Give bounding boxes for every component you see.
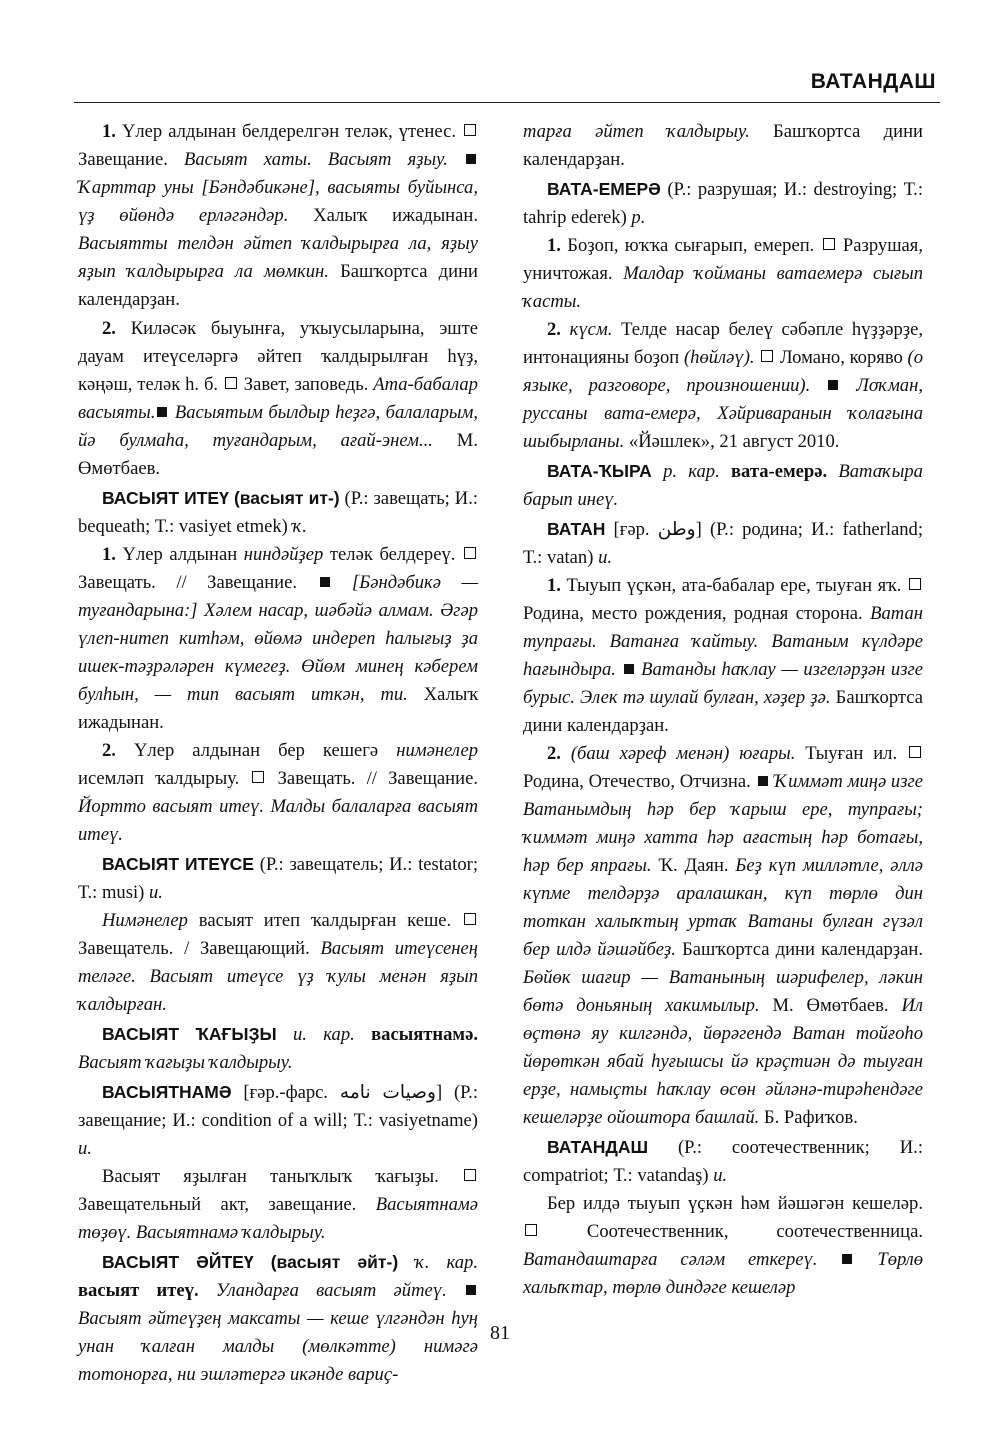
citation-marker-icon — [466, 1285, 476, 1295]
russian-equivalent-icon — [464, 1169, 476, 1181]
running-head: ВАТАНДАШ — [810, 70, 936, 93]
cross-reference: васыят итеү. — [78, 1280, 199, 1301]
russian-equivalent-icon — [525, 1224, 537, 1236]
citation-marker-icon — [466, 154, 476, 164]
russian-equivalent-icon — [823, 238, 835, 250]
entry-headword: ВАТА-ЕМЕРӘ — [547, 179, 661, 199]
dictionary-entry: ВАСЫЯТ ИТЕҮ (васыят ит-) (Р.: завещать; И.: bequeath; Т.: vasiyet etmek) ҡ. — [78, 488, 479, 537]
russian-equivalent-icon — [761, 350, 773, 362]
arabic-etymon: وطن — [657, 519, 696, 540]
cross-reference: вата-емерә. — [719, 461, 828, 482]
sense-paragraph: Бер илдә тыуып үҫкән һәм йәшәгән кешеләр. Соотечественник, соотечественница. Ватандаштарға сәләм еткереү. Төрлө халыҡтар, төрлө диндәге кешеләр — [523, 1193, 923, 1298]
sense-number: 1. — [102, 544, 116, 565]
dictionary-entry: ВАСЫЯТ ИТЕҮСЕ (Р.: завещатель; И.: testator; Т.: musi) и. — [78, 854, 478, 903]
sense-paragraph: 2. Үлер алдынан бер кешегә нимәнелер исемләп ҡалдырыу. Завещать. // Завещание. Йортто васыят итеү. Малды балаларға васыят итеү. — [78, 740, 478, 845]
russian-equivalent-icon — [464, 124, 476, 136]
citation-marker-icon — [758, 776, 768, 786]
page-number: 81 — [490, 1322, 510, 1344]
dictionary-entry: ВАТА-ҠЫРА р. кар. вата-емерә. Ватаҡыра барып инеү. — [523, 461, 923, 510]
sense-paragraph: 1. Үлер алдынан белдерелгән теләк, үтенес. Завещание. Васыят хаты. Васыят яҙыу. Ҡарттар уны [Бәндәбикәне], васыяты буйынса, үҙ өйөндә ерләгәндәр. Халыҡ ижадынан. Васыятты телдән әйтеп ҡалдырырға ла, яҙыу яҙып ҡалдырырға ла мөмкин. Башҡортса дини календарҙан. — [78, 121, 478, 310]
citation-marker-icon — [828, 380, 838, 390]
entry-headword: ВАСЫЯТНАМӘ — [102, 1082, 232, 1102]
sense-number: 1. — [547, 235, 561, 256]
citation-marker-icon — [624, 664, 634, 674]
citation-marker-icon — [157, 407, 167, 417]
citation-marker-icon — [320, 577, 330, 587]
russian-equivalent-icon — [464, 913, 476, 925]
sense-number: 2. — [102, 740, 116, 761]
sense-paragraph: Нимәнелер васыят итеп ҡалдырған кеше. Завещатель. / Завещающий. Васыят итеүсенең теләге. Васыят итеүсе үҙ ҡулы менән яҙып ҡалдырған. — [78, 910, 478, 1015]
sense-number: 2. — [102, 318, 116, 339]
sense-number: 2. — [547, 319, 561, 340]
sense-number: 2. — [547, 743, 561, 764]
dictionary-entry: ВАСЫЯТНАМӘ [ғәр.-фарс. وصیات نامه] (Р.: завещание; И.: condition of a will; Т.: vasiyetname) и. — [78, 1082, 478, 1159]
entry-headword: ВАСЫЯТ ИТЕҮСЕ — [102, 854, 254, 874]
right-column — [523, 118, 923, 1302]
russian-equivalent-icon — [909, 578, 921, 590]
russian-equivalent-icon — [225, 377, 237, 389]
sense-number: 1. — [547, 575, 561, 596]
sense-paragraph: 2. күсм. Телде насар белеү сәбәпле һүҙҙәрҙе, интонацияны боҙоп (һөйләү). Ломано, коряво (о языке, разговоре, произношении). Лоҡман, руссаны вата-емерә, Хәйриваранын ҡолағына шыбырланы. «Йәшлек», 21 август 2010. — [523, 319, 923, 452]
dictionary-entry: ВАТАН [ғәр. وطن] (Р.: родина; И.: fatherland; Т.: vatan) и. — [523, 519, 923, 568]
sense-paragraph: Васыят яҙылған таныҡлыҡ ҡағыҙы. Завещательный акт, завещание. Васыятнамә төҙөү. Васыятнамә ҡалдырыу. — [78, 1166, 478, 1243]
dictionary-entry: ВАСЫЯТ ҠАҒЫҘЫ и. кар. васыятнамә. Васыят ҡағыҙы ҡалдырыу. — [78, 1024, 478, 1073]
sense-number: 1. — [102, 121, 116, 142]
arabic-etymon: وصیات نامه — [339, 1082, 436, 1103]
dictionary-entry: ВАСЫЯТ ӘЙТЕҮ (васыят әйт-) ҡ. кар. васыят итеү. Уландарға васыят әйтеү. Васыят әйтеүҙең максаты — кеше үлгәндән һуң унан ҡалған малды (мөлкәтте) нимәгә тотонорға, ни эшләтергә икәнде вариҫ- — [78, 1252, 478, 1385]
sense-paragraph: 1. Боҙоп, юҡҡа сығарып, емереп. Разрушая, уничтожая. Малдар ҡойманы ватаемерә сығып ҡасты. — [523, 235, 923, 312]
citation-marker-icon — [842, 1254, 852, 1264]
sense-paragraph: 2. (баш хәреф менән) юғары. Тыуған ил. Родина, Отечество, Отчизна. Ҡиммәт миңә изге Ватанымдың һәр бер ҡарыш ере, тупрағы; ҡиммәт миңә хатта һәр ағастың һәр ботағы, һәр бер япрағы. Ҡ. Даян. Беҙ күп милләтле, әллә күпме телдәрҙә аралашкан, күп төрлө дин тоткан халыҡтың уртаҡ Ватаны булған гүзәл бер илдә йәшәйбеҙ. Башҡортса дини календарҙан. Бөйөк шағир — Ватанының шәрифелер, ләкин бөтә доньяның хакимылыр. М. Өмөтбаев. Ил өҫтөнә яу килгәндә, йөрәгендә Ватан тойғоһо йөрөткән ябай һуғышсы йә крәҫтиән дә тыуған ерҙе, намыҫты һаҡлау өсөн әйләнә-тирәһендәге кешеләрҙе ойоштора башлай. Б. Рафиҡов. — [523, 743, 924, 1128]
sense-paragraph: 1. Тыуып үҫкән, ата-бабалар ере, тыуған яҡ. Родина, место рождения, родная сторона. Ватан тупрағы. Ватанға ҡайтыу. Ватаным күлдәре һағындыра. Ватанды һаҡлау — изгеләрҙән изге бурыс. Элек тә шулай булған, хәҙер ҙә. Башҡортса дини календарҙан. — [523, 575, 923, 736]
entry-headword: ВАСЫЯТ ӘЙТЕҮ (васыят әйт-) — [102, 1252, 399, 1272]
russian-equivalent-icon — [464, 547, 476, 559]
left-column — [78, 118, 478, 1389]
entry-headword: ВАТАНДАШ — [547, 1137, 649, 1157]
russian-equivalent-icon — [909, 746, 921, 758]
sense-paragraph: 1. Үлер алдынан ниндәйҙер теләк белдереү. Завещать. // Завещание. [Бәндәбикә — туғандарына:] Хәлем насар, шәбәйә алмам. Әгәр үлеп-нитеп китһәм, өйөмә индереп һалығыҙ ҙа ишек-тәҙрәләрен күмегеҙ. Өйөм минең кәберем булһын, — тип васыят иткән, ти. Халыҡ ижадынан. — [78, 544, 478, 733]
sense-paragraph: 2. Киләсәк быуынға, уҡыусыларына, эште дауам итеүселәргә әйтеп ҡалдырылған һүҙ, кәңәш, теләк һ. б. Завет, заповедь. Ата-бабалар васыяты. Васыятым былдыр һеҙгә, балаларым, йә булмаһа, туғандарым, ағай-энем... М. Өмөтбаев. — [78, 318, 478, 479]
dictionary-entry: ВАТАНДАШ (Р.: соотечественник; И.: compatriot; Т.: vatandaş) и. — [523, 1137, 923, 1186]
continued-text: тарға әйтеп ҡалдырыу. Башҡортса дини календарҙан. — [523, 121, 923, 170]
cross-reference: васыятнамә. — [354, 1024, 478, 1045]
entry-headword: ВАТАН — [547, 519, 606, 539]
entry-headword: ВАСЫЯТ ҠАҒЫҘЫ — [102, 1024, 277, 1044]
entry-headword: ВАТА-ҠЫРА — [547, 461, 652, 481]
dictionary-entry: ВАТА-ЕМЕРӘ (Р.: разрушая; И.: destroying; Т.: tahrip ederek) р. — [523, 179, 923, 228]
russian-equivalent-icon — [252, 771, 264, 783]
entry-headword: ВАСЫЯТ ИТЕҮ (васыят ит-) — [102, 488, 340, 508]
header-rule — [74, 102, 940, 103]
